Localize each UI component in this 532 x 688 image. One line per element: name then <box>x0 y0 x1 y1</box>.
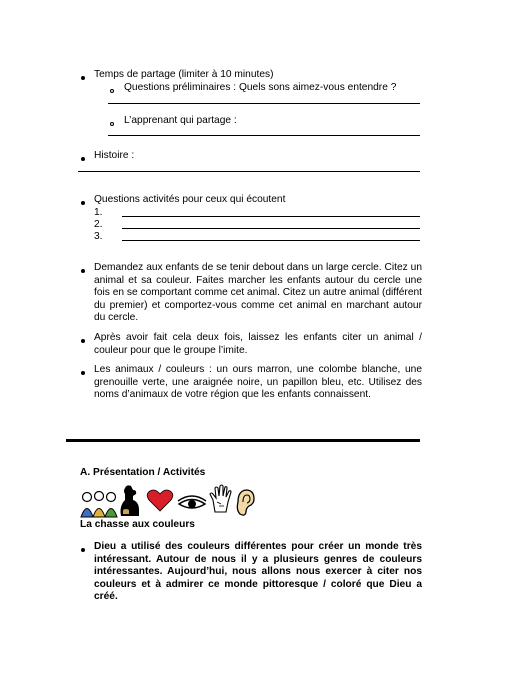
bullet <box>81 269 85 273</box>
question-line <box>122 228 420 229</box>
question-line <box>122 216 420 217</box>
story-label: Histoire : <box>94 150 135 161</box>
bullet <box>81 157 85 161</box>
instruction-paragraph: Demandez aux enfants de se tenir debout dans un large cercle. Citez un animal et sa couleur. Faites marcher les enfants autour du cercle une fois en se comportant comme cet animal. Citez un autre animal (différent du premier) et comportez-vous comme cet animal en marchant autour du cercle. <box>94 262 422 324</box>
sharing-question-2: L’apprenant qui partage : <box>124 115 237 126</box>
heart-icon <box>146 489 174 513</box>
sharing-question-1: Questions préliminaires : Quels sons aimez-vous entendre ? <box>124 82 397 93</box>
dog-icon <box>117 484 143 518</box>
questions-title: Questions activités pour ceux qui écoutent <box>94 194 286 205</box>
sub-bullet <box>110 89 114 93</box>
bullet <box>81 76 85 80</box>
children-icon <box>79 490 119 520</box>
activity-body: Dieu a utilisé des couleurs différentes pour créer un monde très intéressant. Autour de nous il y a plusieurs genres de couleurs intéressantes. Aujourd’hui, nous allons nous exercer à citer nos couleurs et à admirer ce monde pittoresque / coloré que Dieu a créé. <box>94 541 422 603</box>
hand-icon <box>209 484 235 514</box>
question-number: 1. <box>94 207 103 218</box>
section-divider <box>66 439 420 442</box>
section-heading: A. Présentation / Activités <box>80 467 206 478</box>
question-line <box>122 240 420 241</box>
bullet <box>81 371 85 375</box>
question-number: 2. <box>94 219 103 230</box>
story-line <box>78 171 420 172</box>
question-number: 3. <box>94 231 103 242</box>
activity-title: La chasse aux couleurs <box>80 519 195 530</box>
sub-bullet <box>110 122 114 126</box>
eye-icon <box>176 493 208 513</box>
answer-line <box>108 135 420 136</box>
instruction-paragraph: Après avoir fait cela deux fois, laissez les enfants citer un animal / couleur pour que le groupe l’imite. <box>94 332 422 356</box>
bullet <box>81 339 85 343</box>
answer-line <box>108 103 420 104</box>
bullet <box>81 548 85 552</box>
ear-icon <box>234 488 256 518</box>
instruction-paragraph: Les animaux / couleurs : un ours marron, une colombe blanche, une grenouille verte, une araignée noire, un papillon bleu, etc. Utilisez des noms d’animaux de votre région que les enfants connaissent. <box>94 364 422 401</box>
bullet <box>81 201 85 205</box>
sharing-title: Temps de partage (limiter à 10 minutes) <box>94 69 274 80</box>
